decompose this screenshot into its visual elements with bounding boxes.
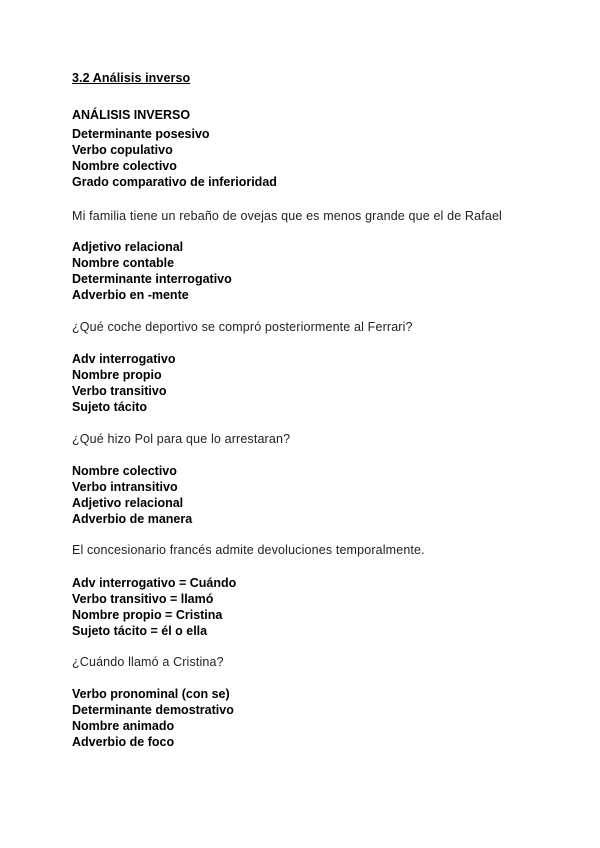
list-item: Verbo copulativo: [72, 143, 173, 157]
section-title: 3.2 Análisis inverso: [72, 71, 191, 85]
list-item: Nombre colectivo: [72, 464, 177, 478]
exercise-3-items: [72, 351, 176, 415]
list-item: Adverbio de foco: [72, 735, 175, 749]
exercise-2-items: [72, 239, 232, 303]
list-item: Sujeto tácito = él o ella: [72, 624, 208, 638]
list-item: Determinante posesivo: [72, 127, 210, 141]
exercise-1-sentence: Mi familia tiene un rebaño de ovejas que es menos grande que el de Rafael: [72, 209, 502, 223]
list-item: Determinante demostrativo: [72, 703, 234, 717]
list-item: Nombre propio: [72, 368, 162, 382]
exercise-5-sentence: ¿Cuándo llamó a Cristina?: [72, 655, 224, 669]
list-item: Adv interrogativo: [72, 352, 176, 366]
list-item: Adverbio en -mente: [72, 288, 189, 302]
list-item: Verbo transitivo: [72, 384, 167, 398]
exercise-1-items: [72, 126, 277, 190]
list-item: Verbo intransitivo: [72, 480, 178, 494]
list-item: Grado comparativo de inferioridad: [72, 175, 277, 189]
list-item: Verbo pronominal (con se): [72, 687, 230, 701]
list-item: Adjetivo relacional: [72, 240, 184, 254]
list-item: Verbo transitivo = llamó: [72, 592, 214, 606]
list-item: Nombre colectivo: [72, 159, 177, 173]
list-item: Nombre animado: [72, 719, 175, 733]
list-item: Sujeto tácito: [72, 400, 148, 414]
list-item: Determinante interrogativo: [72, 272, 232, 286]
exercise-2-sentence: ¿Qué coche deportivo se compró posteriormente al Ferrari?: [72, 320, 413, 334]
exercise-3-sentence: ¿Qué hizo Pol para que lo arrestaran?: [72, 432, 291, 446]
list-item: Adverbio de manera: [72, 512, 193, 526]
exercise-4-items: [72, 463, 192, 527]
list-item: Nombre contable: [72, 256, 175, 270]
exercise-6-items: [72, 686, 234, 750]
exercise-4-sentence: El concesionario francés admite devoluciones temporalmente.: [72, 543, 425, 557]
list-item: Nombre propio = Cristina: [72, 608, 223, 622]
list-item: Adjetivo relacional: [72, 496, 184, 510]
list-item: Adv interrogativo = Cuándo: [72, 576, 237, 590]
exercise-heading: ANÁLISIS INVERSO: [72, 108, 191, 122]
exercise-5-items: [72, 575, 236, 639]
